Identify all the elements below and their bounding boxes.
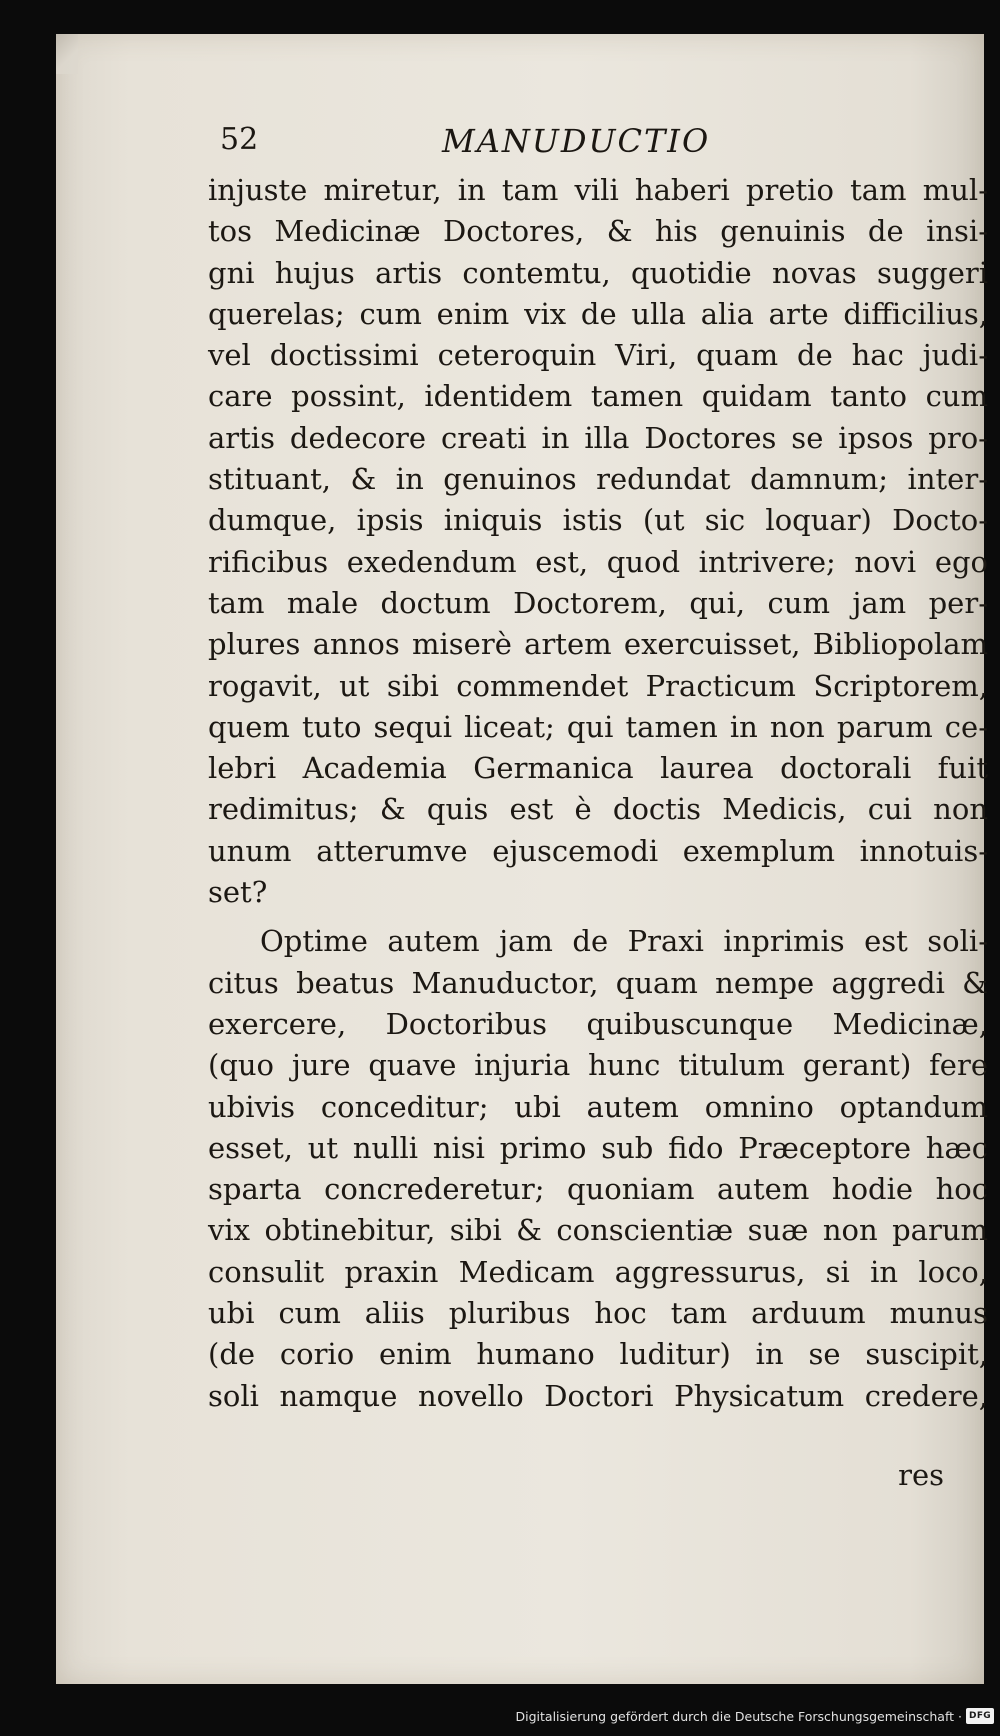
text-line: ubivis conceditur; ubi autem omnino optandum <box>208 1089 988 1124</box>
text-line: (de corio enim humano luditur) in se suscipit, <box>208 1337 988 1372</box>
text-line: tos Medicinæ Doctores, & his genuinis de insi- <box>208 214 988 249</box>
text-line: quem tuto sequi liceat; qui tamen in non parum ce- <box>208 709 988 744</box>
text-line: esset, ut nulli nisi primo sub fido Præceptore hæc <box>208 1130 988 1165</box>
text-line: dumque, ipsis iniquis istis (ut sic loquar) Docto- <box>208 503 988 538</box>
text-line: artis dedecore creati in illa Doctores se ipsos pro- <box>208 420 988 455</box>
text-line: tam male doctum Doctorem, qui, cum jam per- <box>208 585 988 620</box>
text-line: citus beatus Manuductor, quam nempe aggredi & <box>208 965 988 1000</box>
text-line: rificibus exedendum est, quod intrivere; novi ego <box>208 544 988 579</box>
text-line: unum atterumve ejuscemodi exemplum innotuis- <box>208 833 988 868</box>
body-text <box>208 170 988 1417</box>
page-header <box>220 122 980 164</box>
text-line: lebri Academia Germanica laurea doctorali fuit <box>208 751 988 786</box>
text-line: ubi cum aliis pluribus hoc tam arduum munus <box>208 1296 988 1331</box>
running-title: MANUDUCTIO <box>442 122 711 160</box>
text-line: rogavit, ut sibi commendet Practicum Scriptorem, <box>208 668 988 703</box>
catchword: res <box>898 1458 944 1492</box>
page-corner <box>56 34 78 74</box>
text-line: redimitus; & quis est è doctis Medicis, cui non <box>208 792 988 827</box>
text-line: exercere, Doctoribus quibuscunque Medicinæ, <box>208 1006 988 1041</box>
text-line: care possint, identidem tamen quidam tanto cum <box>208 379 988 414</box>
footer-bar <box>0 1700 1000 1736</box>
text-line: stituant, & in genuinos redundat damnum; inter- <box>208 462 988 497</box>
text-line: gni hujus artis contemtu, quotidie novas suggeri <box>208 255 988 290</box>
text-line: (quo jure quave injuria hunc titulum gerant) fere <box>208 1048 988 1083</box>
text-line: querelas; cum enim vix de ulla alia arte difficilius, <box>208 296 988 331</box>
text-line: vix obtinebitur, sibi & conscientiæ suæ non parum <box>208 1213 988 1248</box>
text-line: Optime autem jam de Praxi inprimis est soli- <box>260 924 988 959</box>
dfg-logo-icon: DFG <box>966 1708 994 1724</box>
text-line: set? <box>208 875 268 910</box>
text-line: sparta concrederetur; quoniam autem hodie hoc <box>208 1172 988 1207</box>
text-line: vel doctissimi ceteroquin Viri, quam de hac judi- <box>208 338 988 373</box>
text-line: soli namque novello Doctori Physicatum credere, <box>208 1378 988 1413</box>
text-line: injuste miretur, in tam vili haberi pretio tam mul- <box>208 173 988 207</box>
page-number: 52 <box>220 122 259 157</box>
text-line: consulit praxin Medicam aggressurus, si in loco, <box>208 1254 988 1289</box>
funding-credit: Digitalisierung gefördert durch die Deutsche Forschungsgemeinschaft · <box>515 1709 962 1724</box>
text-line: plures annos miserè artem exercuisset, Bibliopolam <box>208 627 988 662</box>
